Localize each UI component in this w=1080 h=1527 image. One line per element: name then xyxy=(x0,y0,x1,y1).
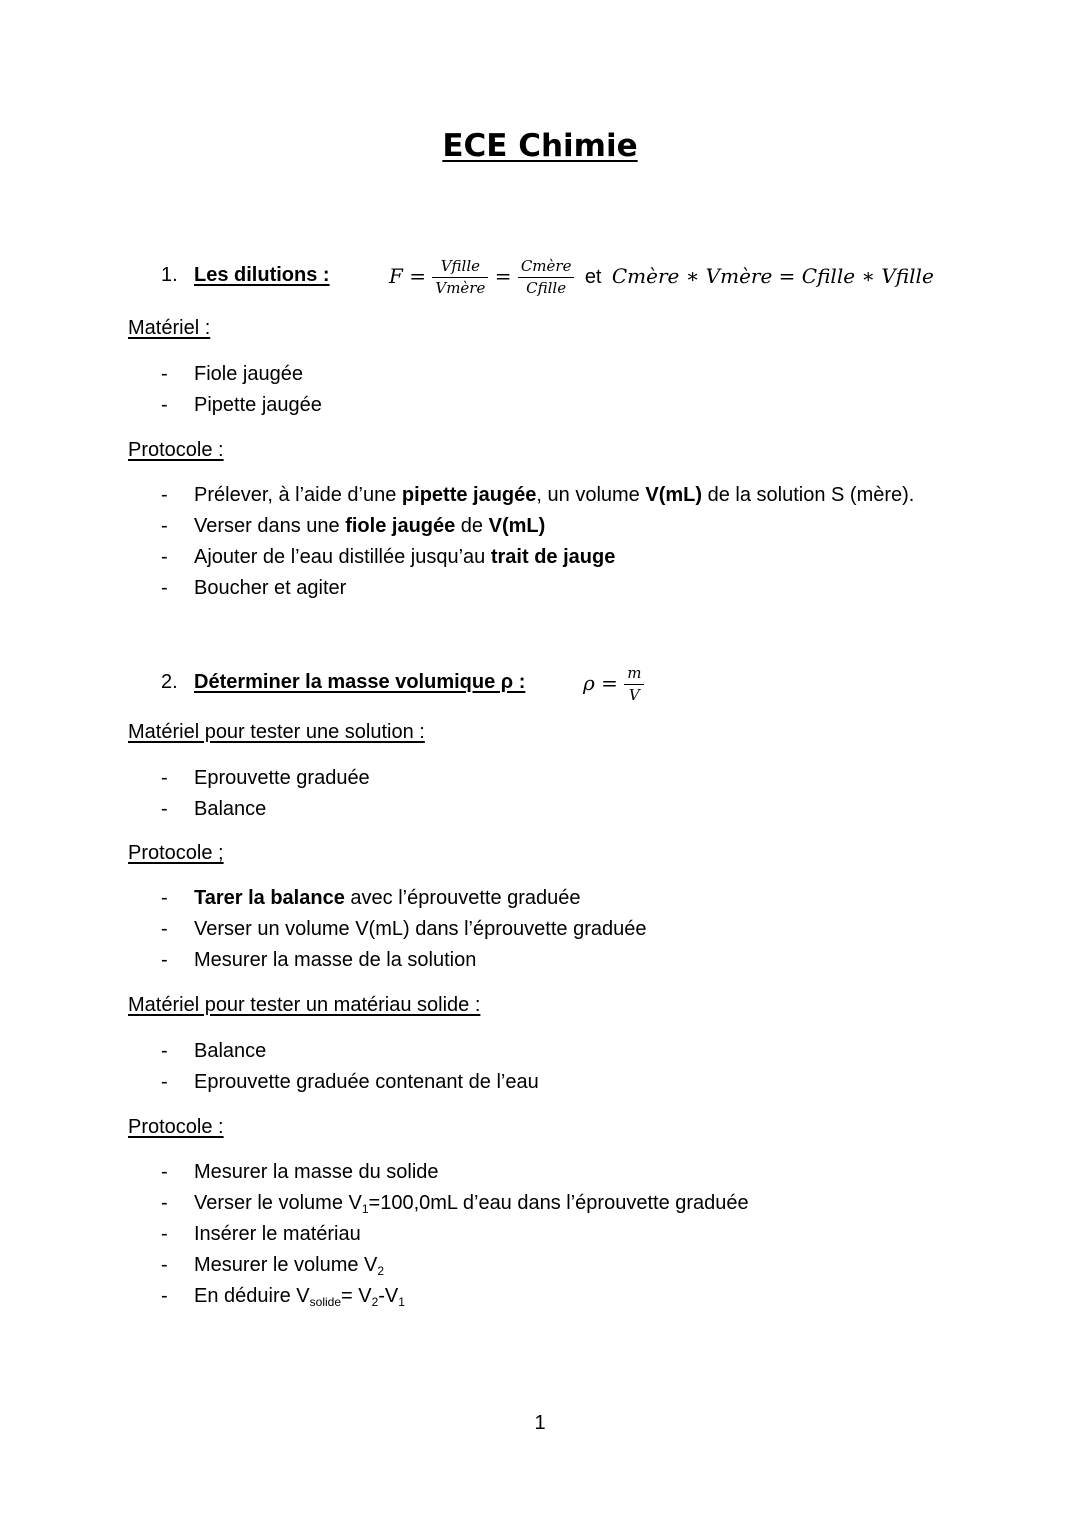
list-item: Fiole jaugée xyxy=(194,363,303,385)
section-1-number: 1. xyxy=(161,264,178,286)
materiel-heading: Matériel : xyxy=(128,317,211,339)
list-marker: - xyxy=(161,887,168,909)
list-item: Eprouvette graduée xyxy=(194,767,370,789)
list-item: Mesurer la masse de la solution xyxy=(194,949,477,971)
materiel-solution-heading: Matériel pour tester une solution : xyxy=(128,721,425,743)
list-item: Verser dans une fiole jaugée de V(mL) xyxy=(194,515,546,537)
list-item: Tarer la balance avec l’éprouvette graduée xyxy=(194,887,581,909)
density-formula xyxy=(583,660,644,706)
section-2-title: Déterminer la masse volumique ρ : xyxy=(194,671,526,693)
fraction-denominator: V xyxy=(628,686,640,704)
list-marker: - xyxy=(161,918,168,940)
list-item: Prélever, à l’aide d’une pipette jaugée, un volume V(mL) de la solution S (mère). xyxy=(194,484,915,506)
list-item: Balance xyxy=(194,798,267,820)
list-marker: - xyxy=(161,767,168,789)
page-number: 1 xyxy=(534,1412,546,1434)
list-item: Insérer le matériau xyxy=(194,1223,361,1245)
section-1-title: Les dilutions : xyxy=(194,264,330,286)
protocole-heading: Protocole : xyxy=(128,439,224,461)
list-marker: - xyxy=(161,363,168,385)
fraction-vfille-vmere xyxy=(432,256,488,299)
formula-et: et xyxy=(584,266,602,288)
list-item: Verser un volume V(mL) dans l’éprouvette graduée xyxy=(194,918,647,940)
page-title: ECE Chimie xyxy=(442,128,638,164)
list-item: Boucher et agiter xyxy=(194,577,347,599)
list-marker: - xyxy=(161,546,168,568)
formula-f: F = xyxy=(389,264,426,288)
fraction-denominator: Cfille xyxy=(526,279,567,297)
list-marker: - xyxy=(161,1071,168,1093)
materiel-solide-heading: Matériel pour tester un matériau solide : xyxy=(128,994,481,1016)
list-marker: - xyxy=(161,515,168,537)
fraction-m-v xyxy=(624,663,644,706)
section-2-number: 2. xyxy=(161,671,178,693)
fraction-denominator: Vmère xyxy=(435,279,486,297)
list-item: Verser le volume $V_1=100,0mL$ d’eau dans l’éprouvette graduée xyxy=(194,1192,749,1216)
fraction-numerator: Cmère xyxy=(518,256,575,278)
list-marker: - xyxy=(161,577,168,599)
protocole-heading: Protocole : xyxy=(128,1116,224,1138)
formula-relation: Cmère ∗ Vmère = Cfille ∗ Vfille xyxy=(611,264,934,288)
list-marker: - xyxy=(161,1161,168,1183)
list-item: Balance xyxy=(194,1040,267,1062)
list-item: Mesurer le volume $V_2$ xyxy=(194,1254,385,1278)
dilution-formula xyxy=(389,253,934,300)
list-item: En déduire $V_{solide}= V_2-V_1$ xyxy=(194,1285,405,1309)
list-marker: - xyxy=(161,1192,168,1214)
protocole-heading: Protocole ; xyxy=(128,842,224,864)
list-marker: - xyxy=(161,798,168,820)
list-item: Eprouvette graduée contenant de l’eau xyxy=(194,1071,539,1093)
formula-rho: ρ = xyxy=(583,671,618,695)
list-item: Mesurer la masse du solide xyxy=(194,1161,439,1183)
fraction-numerator: m xyxy=(624,663,644,685)
list-marker: - xyxy=(161,949,168,971)
list-marker: - xyxy=(161,1254,168,1276)
fraction-numerator: Vfille xyxy=(432,256,488,278)
list-marker: - xyxy=(161,484,168,506)
formula-equals: = xyxy=(494,264,512,288)
list-marker: - xyxy=(161,1285,168,1307)
list-marker: - xyxy=(161,1040,168,1062)
list-item: Ajouter de l’eau distillée jusqu’au trait de jauge xyxy=(194,546,616,568)
fraction-cmere-cfille xyxy=(518,256,575,299)
list-item: Pipette jaugée xyxy=(194,394,322,416)
list-marker: - xyxy=(161,1223,168,1245)
list-marker: - xyxy=(161,394,168,416)
